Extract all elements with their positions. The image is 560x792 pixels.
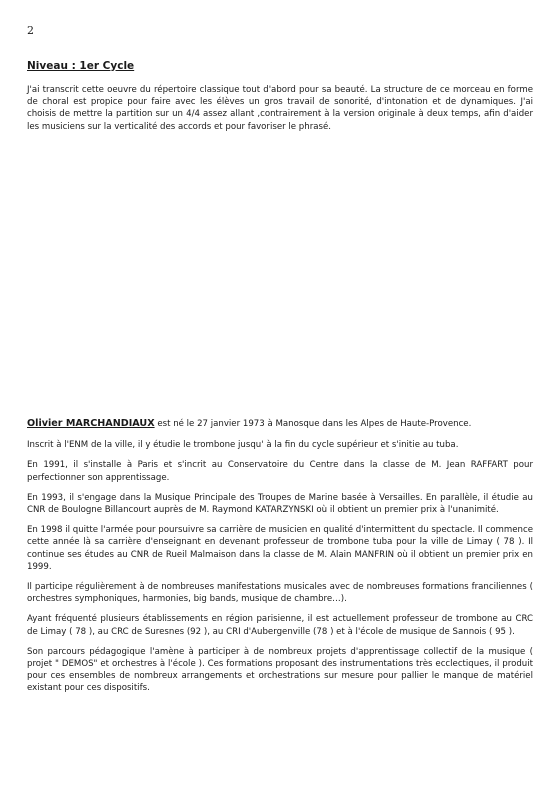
bio-paragraph-5: Il participe régulièrement à de nombreuses manifestations musicales avec de nombreuses formations franciliennes ( orchestres symphoniques, harmonies, big bands, musique de chambre…). xyxy=(27,582,533,605)
bio-paragraph-2: En 1991, il s'installe à Paris et s'incrit au Conservatoire du Centre dans la classe de M. Jean RAFFART pour perfectionner son apprentissage. xyxy=(27,460,533,483)
biography xyxy=(27,418,533,703)
bio-intro-text: est né le 27 janvier 1973 à Manosque dans les Alpes de Haute-Provence. xyxy=(154,419,472,429)
composer-name: Olivier MARCHANDIAUX xyxy=(27,418,155,429)
level-description: J'ai transcrit cette oeuvre du répertoire classique tout d'abord pour sa beauté. La structure de ce morceau en forme de choral est propice pour faire avec les élèves un gros travail de sonorité, d'intonation et de dynamiques. J'ai choisis de mettre la partition sur un 4/4 assez allant ,contrairement à la version originale à deux temps, afin d'aider les musiciens sur la verticalité des accords et pour favoriser le phrasé. xyxy=(27,85,533,132)
bio-paragraph-6: Ayant fréquenté plusieurs établissements en région parisienne, il est actuellement professeur de trombone au CRC de Limay ( 78 ), au CRC de Suresnes (92 ), au CRI d'Aubergenville (78 ) et à l'école de musique de Sannois ( 95 ). xyxy=(27,614,533,637)
bio-paragraph-1-start: Inscrit à l'ENM de la ville xyxy=(27,440,133,451)
bio-paragraph-1-rest: , il y étudie le trombone jusqu' à la fin du cycle supérieur et s'initie au tuba. xyxy=(132,440,459,451)
bio-paragraph-3: En 1993, il s'engage dans la Musique Principale des Troupes de Marine basée à Versailles. En parallèle, il étudie au CNR de Boulogne Billancourt auprès de M. Raymond KATARZYNSKI où il obtient un premier prix à l'unanimité. xyxy=(27,492,533,516)
bio-paragraph-4: En 1998 il quitte l'armée pour poursuivre sa carrière de musicien en qualité d'intermittent du spectacle. Il commence cette année là sa carrière d'enseignant en devenant professeur de trombone tuba pour la ville de Limay ( 78 ). Il continue ses études au CNR de Rueil Malmaison dans la classe de M. Alain MANFRIN où il obtient un premier prix en 1999. xyxy=(27,525,533,572)
bio-intro xyxy=(27,418,533,430)
bio-paragraph-1 xyxy=(27,439,533,451)
page-number: 2 xyxy=(27,24,34,37)
level-heading: Niveau : 1er Cycle xyxy=(27,60,135,72)
bio-paragraph-7: Son parcours pédagogique l'amène à participer à de nombreux projets d'apprentissage collectif de la musique ( projet " DEMOS" et orchestres à l'école ). Ces formations proposant des instrumentations très ecclectiques, il produit pour ces ensembles de nombreux arrangements et orchestrations sur mesure pour pallier le manque de matériel existant pour ces dispositifs. xyxy=(27,646,533,694)
